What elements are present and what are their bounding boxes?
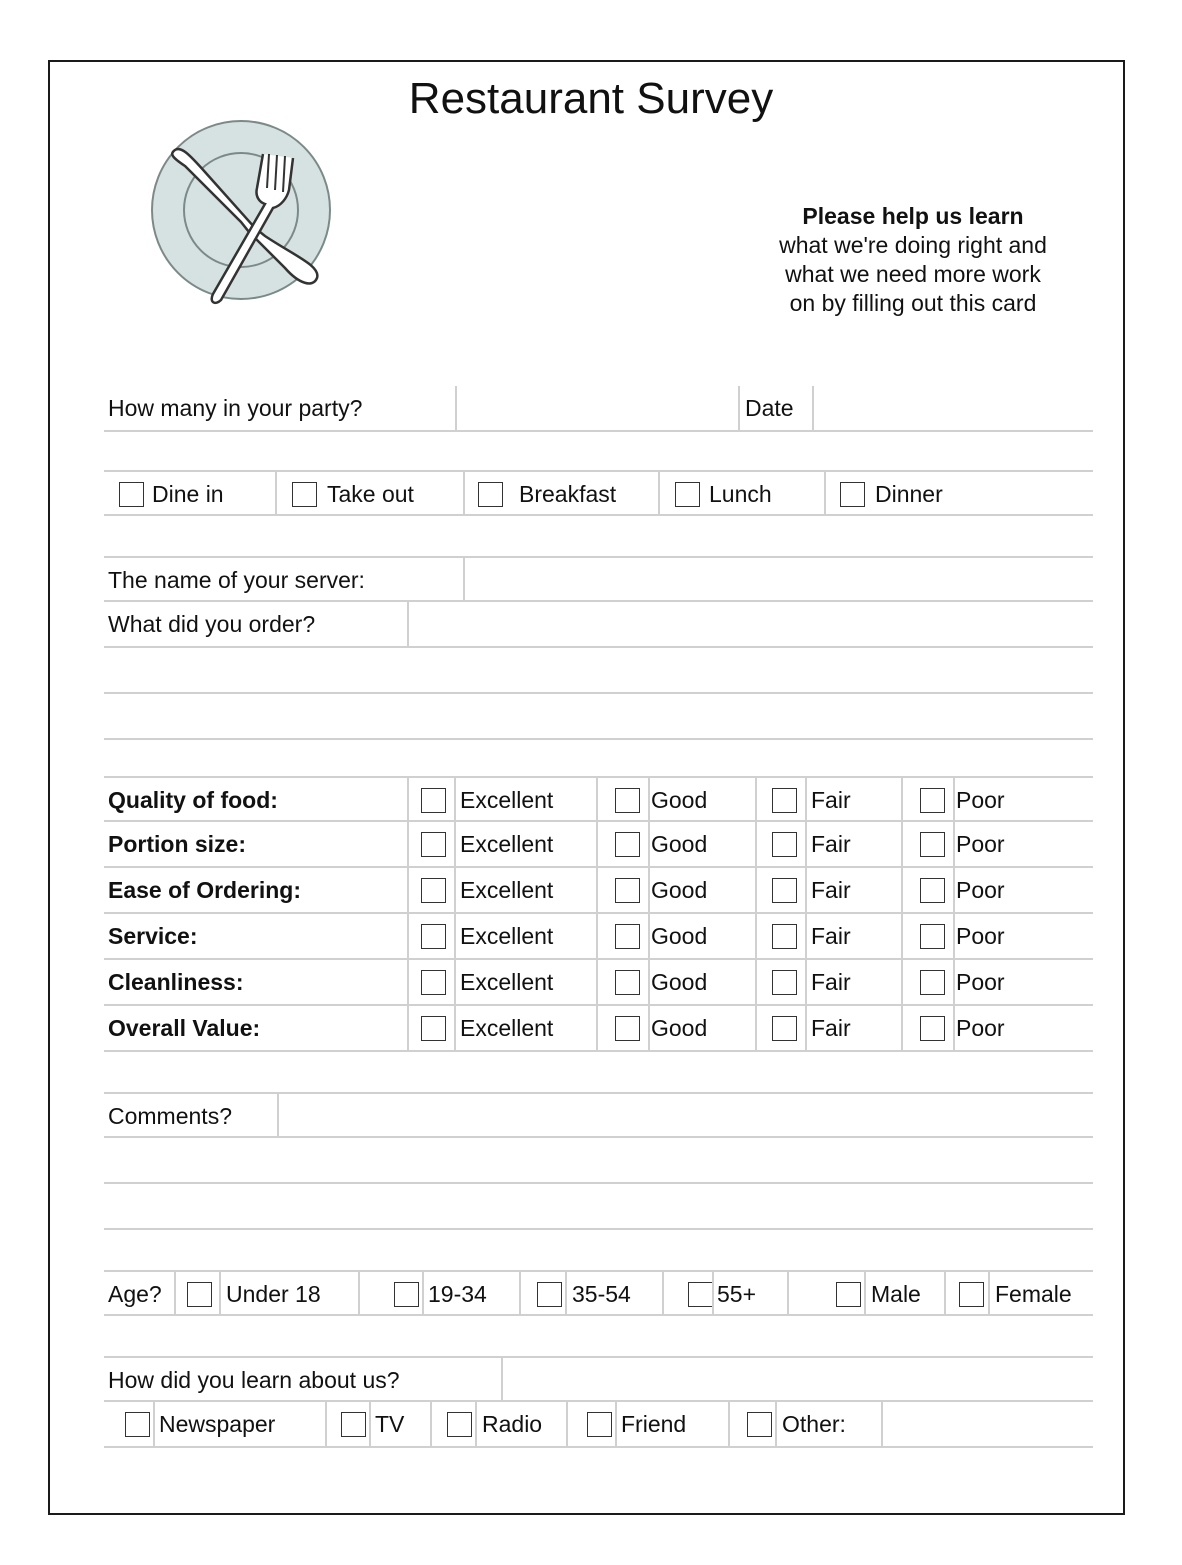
rating-option-label: Fair [811,922,851,949]
age-under-18-checkbox[interactable] [187,1282,212,1307]
rating-option-label: Poor [956,786,1005,813]
rating-row-quality-of-food [104,776,1093,822]
service-poor-checkbox[interactable] [920,924,945,949]
page-title: Restaurant Survey [408,74,774,123]
rating-row-cleanliness [104,960,1093,1006]
age-row [104,1270,1093,1316]
service-excellent-checkbox[interactable] [421,924,446,949]
rating-option-label: Good [651,876,708,903]
dine-in-label: Dine in [152,480,224,507]
rating-option-label: Good [651,830,708,857]
age-19-34-label: 19-34 [428,1280,487,1307]
order-line-2[interactable] [104,648,1093,694]
intro-message [740,202,1086,318]
take-out-checkbox[interactable] [292,482,317,507]
rating-option-label: Good [651,786,708,813]
order-row [104,602,1093,648]
order-field[interactable] [410,602,1093,646]
rating-row-portion-size [104,822,1093,868]
cleanliness-excellent-checkbox[interactable] [421,970,446,995]
breakfast-label: Breakfast [519,480,617,507]
rating-option-label: Poor [956,922,1005,949]
overall-value-fair-checkbox[interactable] [772,1016,797,1041]
rating-row-ease-of-ordering [104,868,1093,914]
portion-size-excellent-checkbox[interactable] [421,832,446,857]
dinner-label: Dinner [875,480,943,507]
rating-option-label: Fair [811,786,851,813]
radio-label: Radio [482,1410,543,1437]
friend-label: Friend [621,1410,687,1437]
age-label: Age? [108,1280,162,1307]
take-out-label: Take out [327,480,414,507]
ease-of-ordering-poor-checkbox[interactable] [920,878,945,903]
age-55-plus-label: 55+ [717,1280,757,1307]
rating-option-label: Excellent [460,1014,554,1041]
source-label: How did you learn about us? [108,1366,400,1393]
rating-row-service [104,914,1093,960]
dine-in-checkbox[interactable] [119,482,144,507]
rating-option-label: Excellent [460,786,554,813]
server-name-field[interactable] [466,558,1093,602]
party-label: How many in your party? [108,394,363,421]
portion-size-poor-checkbox[interactable] [920,832,945,857]
overall-value-poor-checkbox[interactable] [920,1016,945,1041]
comments-row [104,1092,1093,1138]
comments-line-3[interactable] [104,1184,1093,1230]
source-options-row [104,1402,1093,1448]
ease-of-ordering-excellent-checkbox[interactable] [421,878,446,903]
cleanliness-good-checkbox[interactable] [615,970,640,995]
intro-line-3: on by filling out this card [789,290,1037,316]
portion-size-fair-checkbox[interactable] [772,832,797,857]
age-55-plus-checkbox[interactable] [688,1282,713,1307]
other-field[interactable] [884,1402,1093,1446]
male-label: Male [871,1280,921,1307]
age-19-34-checkbox[interactable] [394,1282,419,1307]
rating-option-label: Poor [956,1014,1005,1041]
other-checkbox[interactable] [747,1412,772,1437]
intro-heading: Please help us learn [802,203,1024,229]
ease-of-ordering-good-checkbox[interactable] [615,878,640,903]
age-35-54-label: 35-54 [572,1280,631,1307]
portion-size-good-checkbox[interactable] [615,832,640,857]
order-label: What did you order? [108,610,316,637]
other-label: Other: [782,1410,846,1437]
female-checkbox[interactable] [959,1282,984,1307]
rating-row-overall-value [104,1006,1093,1052]
quality-of-food-excellent-checkbox[interactable] [421,788,446,813]
service-fair-checkbox[interactable] [772,924,797,949]
dinner-checkbox[interactable] [840,482,865,507]
rating-option-label: Poor [956,876,1005,903]
newspaper-label: Newspaper [159,1410,276,1437]
age-under-18-label: Under 18 [226,1280,321,1307]
female-label: Female [995,1280,1072,1307]
party-size-field[interactable] [458,386,738,430]
quality-of-food-fair-checkbox[interactable] [772,788,797,813]
order-line-3[interactable] [104,694,1093,740]
male-checkbox[interactable] [836,1282,861,1307]
date-field[interactable] [815,386,1093,430]
rating-category-label: Portion size: [108,830,247,857]
rating-option-label: Excellent [460,830,554,857]
newspaper-checkbox[interactable] [125,1412,150,1437]
rating-option-label: Fair [811,876,851,903]
rating-option-label: Fair [811,968,851,995]
cleanliness-fair-checkbox[interactable] [772,970,797,995]
source-field[interactable] [504,1358,1093,1402]
rating-option-label: Poor [956,830,1005,857]
rating-category-label: Cleanliness: [108,968,244,995]
date-label: Date [745,394,794,421]
rating-option-label: Good [651,968,708,995]
rating-option-label: Good [651,922,708,949]
party-date-row [104,386,1093,432]
overall-value-good-checkbox[interactable] [615,1016,640,1041]
comments-field[interactable] [280,1094,1093,1138]
rating-option-label: Fair [811,1014,851,1041]
quality-of-food-poor-checkbox[interactable] [920,788,945,813]
intro-line-2: what we need more work [785,261,1041,287]
intro-line-1: what we're doing right and [779,232,1047,258]
ease-of-ordering-fair-checkbox[interactable] [772,878,797,903]
age-35-54-checkbox[interactable] [537,1282,562,1307]
friend-checkbox[interactable] [587,1412,612,1437]
rating-option-label: Poor [956,968,1005,995]
cleanliness-poor-checkbox[interactable] [920,970,945,995]
comments-label: Comments? [108,1102,232,1129]
breakfast-checkbox[interactable] [478,482,503,507]
overall-value-excellent-checkbox[interactable] [421,1016,446,1041]
rating-category-label: Ease of Ordering: [108,876,301,903]
source-row [104,1356,1093,1402]
server-label: The name of your server: [108,566,365,593]
rating-option-label: Fair [811,830,851,857]
plate-cutlery-icon [145,118,345,313]
rating-category-label: Quality of food: [108,786,278,813]
comments-line-2[interactable] [104,1138,1093,1184]
dining-type-row [104,470,1093,516]
service-good-checkbox[interactable] [615,924,640,949]
lunch-label: Lunch [709,480,772,507]
rating-option-label: Excellent [460,968,554,995]
rating-option-label: Good [651,1014,708,1041]
server-row [104,556,1093,602]
rating-category-label: Overall Value: [108,1014,261,1041]
rating-option-label: Excellent [460,922,554,949]
tv-label: TV [375,1410,405,1437]
lunch-checkbox[interactable] [675,482,700,507]
tv-checkbox[interactable] [341,1412,366,1437]
radio-checkbox[interactable] [447,1412,472,1437]
rating-category-label: Service: [108,922,198,949]
quality-of-food-good-checkbox[interactable] [615,788,640,813]
rating-option-label: Excellent [460,876,554,903]
